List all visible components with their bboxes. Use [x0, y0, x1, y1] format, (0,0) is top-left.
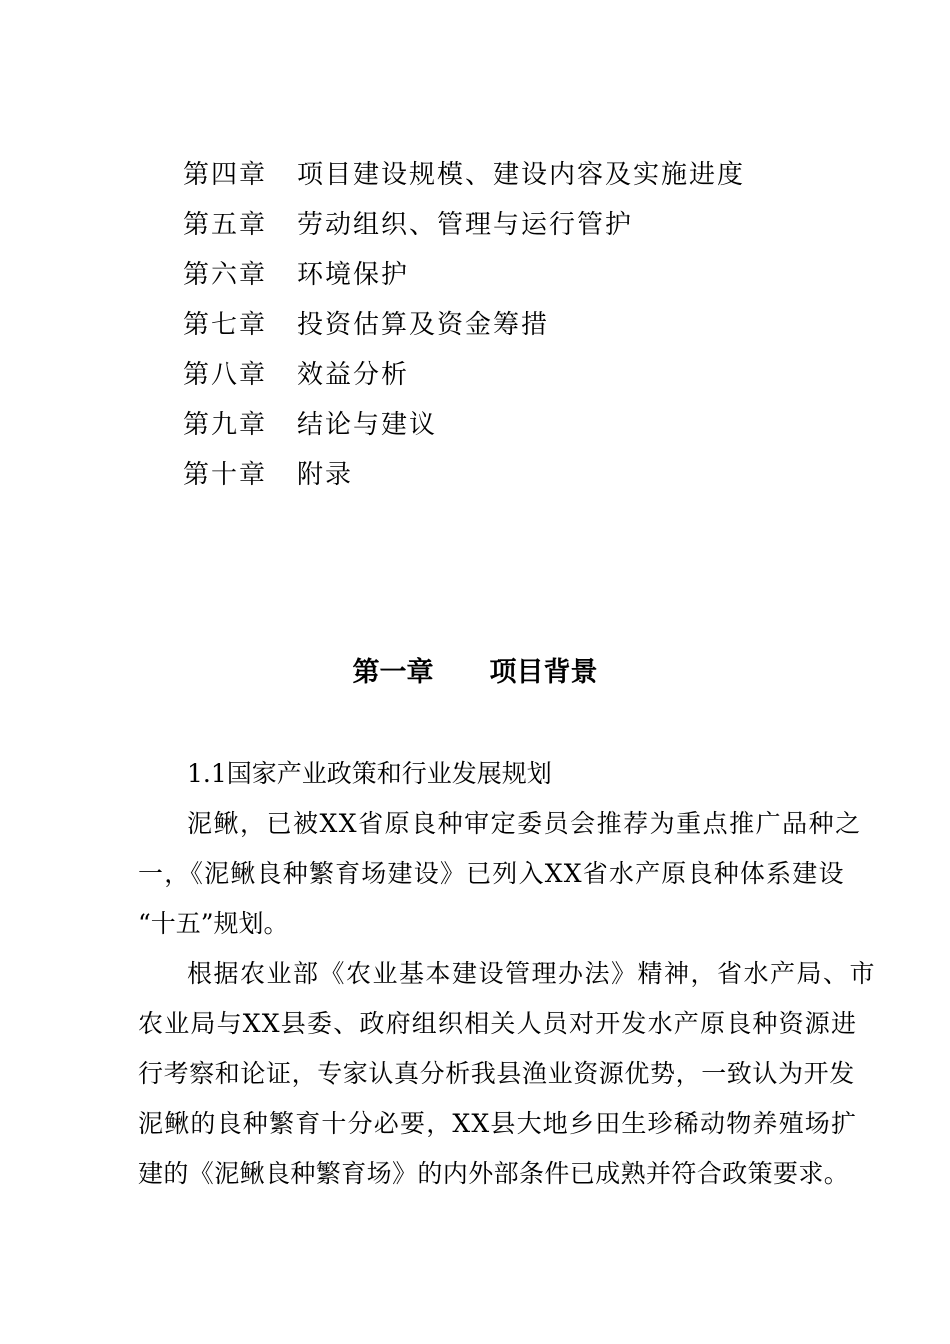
toc-entry	[183, 354, 409, 391]
toc-entry	[183, 204, 633, 241]
toc-chapter-number: 第四章	[183, 160, 268, 190]
paragraph-line: 泥鳅的良种繁育十分必要，XX县大地乡田生珍稀动物养殖场扩	[138, 1109, 858, 1138]
toc-chapter-title: 劳动组织、管理与运行管护	[297, 210, 634, 240]
toc-chapter-number: 第七章	[183, 310, 268, 340]
toc-chapter-title: 效益分析	[297, 360, 410, 390]
paragraph-line: 一，《泥鳅良种繁育场建设》已列入XX省水产原良种体系建设	[138, 859, 845, 888]
toc-chapter-number: 第九章	[183, 410, 268, 440]
toc-entry	[183, 454, 353, 491]
paragraph-line: “十五”规划。	[138, 909, 289, 938]
toc-entry	[183, 404, 437, 441]
toc-chapter-number: 第五章	[183, 210, 268, 240]
chapter-title: 项目背景	[489, 657, 598, 688]
toc-chapter-title: 环境保护	[297, 260, 410, 290]
toc-chapter-title: 项目建设规模、建设内容及实施进度	[297, 160, 746, 190]
paragraph-line: 农业局与XX县委、政府组织相关人员对开发水产原良种资源进	[138, 1009, 858, 1038]
toc-chapter-number: 第十章	[183, 460, 268, 490]
paragraph-line: 泥鳅，已被XX省原良种审定委员会推荐为重点推广品种之	[187, 809, 862, 838]
chapter-heading	[0, 650, 950, 689]
toc-chapter-number: 第六章	[183, 260, 268, 290]
paragraph-line: 行考察和论证，专家认真分析我县渔业资源优势，一致认为开发	[138, 1059, 855, 1088]
toc-entry	[183, 254, 409, 291]
paragraph-line: 建的《泥鳅良种繁育场》的内外部条件已成熟并符合政策要求。	[138, 1159, 850, 1188]
toc-entry	[183, 304, 549, 341]
toc-chapter-title: 附录	[297, 460, 354, 490]
toc-chapter-title: 结论与建议	[297, 410, 438, 440]
toc-chapter-title: 投资估算及资金筹措	[297, 310, 550, 340]
chapter-number: 第一章	[352, 657, 434, 688]
paragraph-line: 根据农业部《农业基本建设管理办法》精神，省水产局、市	[187, 959, 877, 988]
toc-entry	[183, 154, 745, 191]
section-heading: 1.1国家产业政策和行业发展规划	[187, 759, 552, 788]
toc-chapter-number: 第八章	[183, 360, 268, 390]
